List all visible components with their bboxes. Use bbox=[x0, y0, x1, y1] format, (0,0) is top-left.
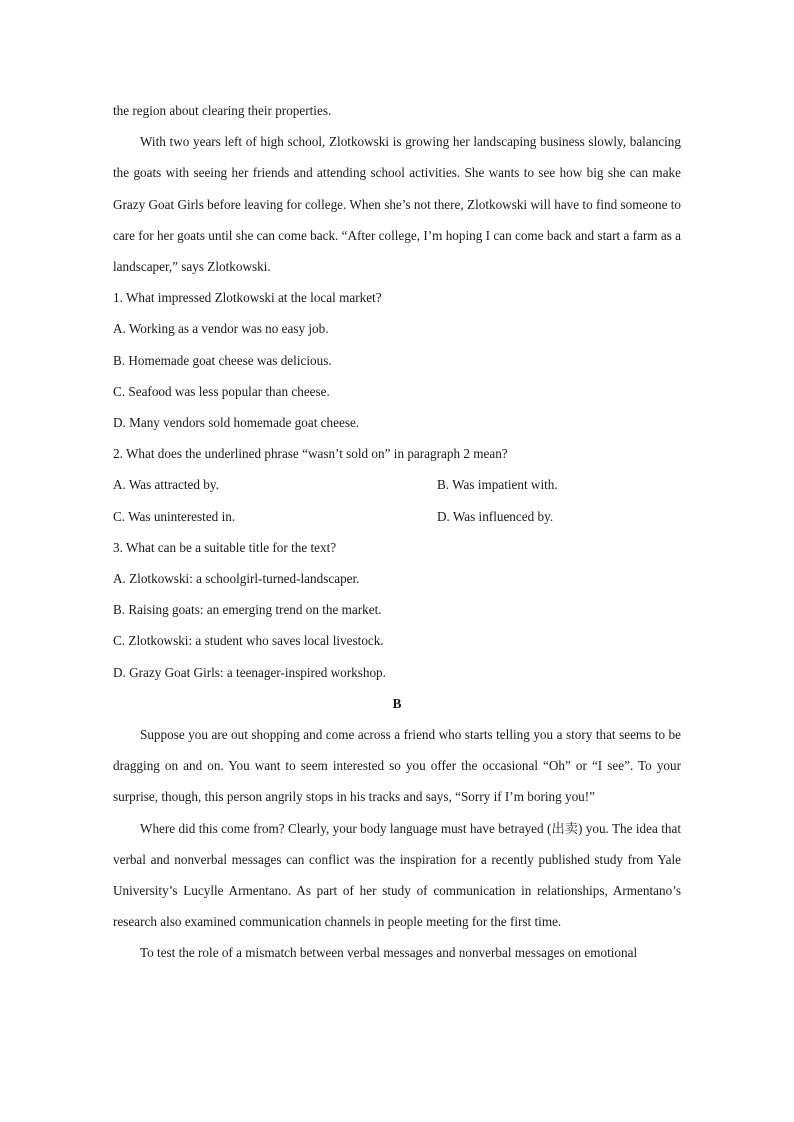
option-c: C. Was uninterested in. bbox=[113, 508, 236, 524]
option-b: B. Was impatient with. bbox=[437, 477, 558, 493]
section-heading: B bbox=[392, 695, 402, 711]
section-b-paragraph-1: Suppose you are out shopping and come across a friend who starts telling you a story that seems to be dragging on and on. You want to seem interested so you offer the occasional “Oh” or “I see”. To your surprise, though, this person angrily stops in his tracks and says, “Sorry if I’m boring you!” bbox=[113, 727, 681, 805]
option-b: B. Homemade goat cheese was delicious. bbox=[113, 352, 332, 368]
options-row-1 bbox=[113, 469, 681, 500]
document-page bbox=[113, 95, 681, 969]
section-b-paragraph-2: Where did this come from? Clearly, your body language must have betrayed (出卖) you. The idea that verbal and nonverbal messages can conflict was the inspiration for a recently published study from Yale University’s Lucylle Armentano. As part of her study of communication in relationships, Armentano’s research also examined communication channels in people meeting for the first time. bbox=[113, 820, 681, 930]
question-2 bbox=[113, 438, 681, 532]
question-stem: 3. What can be a suitable title for the text? bbox=[113, 539, 337, 555]
passage-a-continuation: the region about clearing their properties. bbox=[113, 103, 332, 118]
option-b: B. Raising goats: an emerging trend on the market. bbox=[113, 602, 382, 618]
option-d: D. Many vendors sold homemade goat cheese. bbox=[113, 415, 360, 431]
options-row-2 bbox=[113, 501, 681, 532]
option-c: C. Zlotkowski: a student who saves local livestock. bbox=[113, 633, 384, 649]
question-stem: 1. What impressed Zlotkowski at the local market? bbox=[113, 290, 382, 306]
question-3 bbox=[113, 532, 681, 688]
option-c: C. Seafood was less popular than cheese. bbox=[113, 383, 330, 399]
option-a: A. Working as a vendor was no easy job. bbox=[113, 321, 329, 337]
section-b-paragraph-3: To test the role of a mismatch between verbal messages and nonverbal messages on emotional bbox=[140, 945, 638, 961]
option-a: A. Was attracted by. bbox=[113, 477, 219, 493]
option-d: D. Grazy Goat Girls: a teenager-inspired workshop. bbox=[113, 664, 386, 680]
question-1 bbox=[113, 282, 681, 438]
passage-a-last-paragraph: With two years left of high school, Zlotkowski is growing her landscaping business slowly, balancing the goats with seeing her friends and attending school activities. She wants to see how big she can make Grazy Goat Girls before leaving for college. When she’s not there, Zlotkowski will have to find someone to care for her goats until she can come back. “After college, I’m hoping I can come back and start a farm as a landscaper,” says Zlotkowski. bbox=[113, 134, 681, 275]
option-d: D. Was influenced by. bbox=[437, 508, 554, 524]
question-stem: 2. What does the underlined phrase “wasn’t sold on” in paragraph 2 mean? bbox=[113, 446, 508, 462]
option-a: A. Zlotkowski: a schoolgirl-turned-landscaper. bbox=[113, 571, 360, 587]
